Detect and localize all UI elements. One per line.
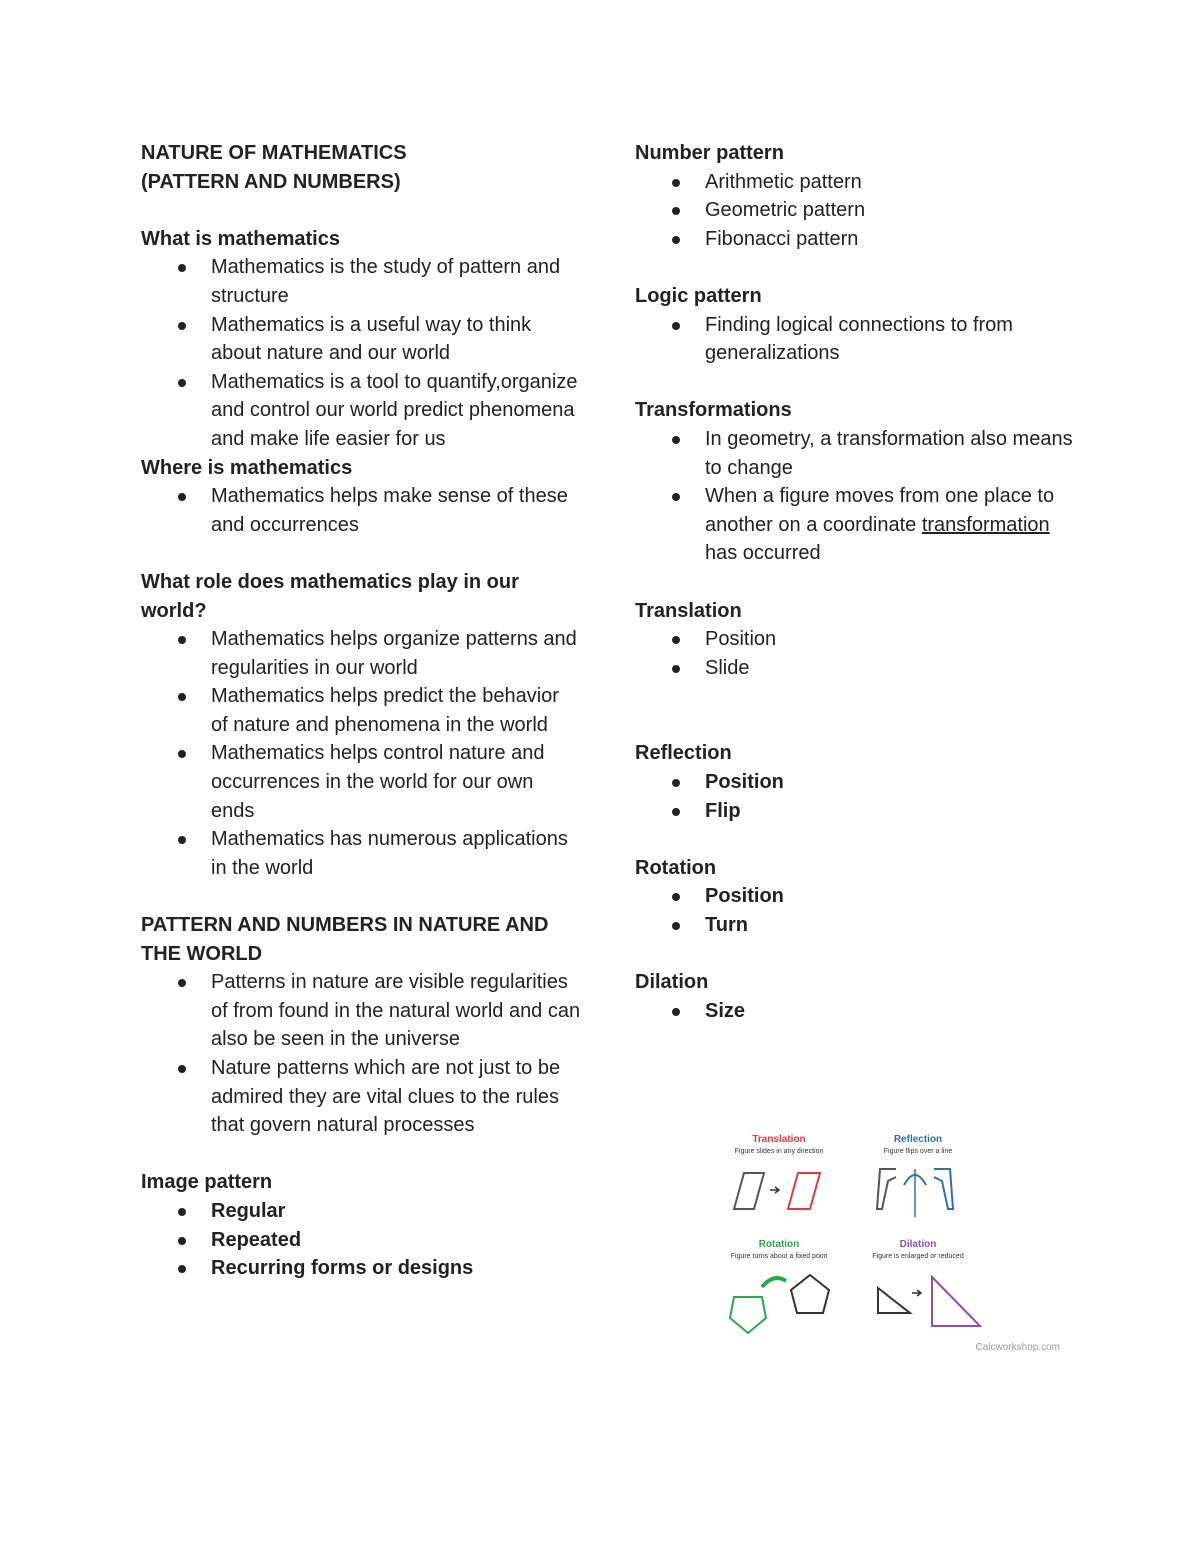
- list-item: Mathematics helps organize patterns and regularities in our world: [141, 625, 581, 682]
- figure-translation-title: Translation: [752, 1134, 806, 1145]
- list-item: Fibonacci pattern: [635, 225, 1075, 254]
- rotation-arrow-icon: [762, 1278, 786, 1287]
- list-item: Mathematics helps predict the behavior of nature and phenomena in the world: [141, 682, 581, 739]
- what-is-list: [141, 253, 581, 453]
- translation-original-shape: [734, 1173, 764, 1209]
- list-item: In geometry, a transformation also means to change: [635, 425, 1075, 482]
- list-item: Nature patterns which are not just to be admired they are vital clues to the rules that govern natural processes: [141, 1054, 581, 1140]
- transformation-text-post: has occurred: [705, 542, 821, 565]
- image-pattern-heading: Image pattern: [141, 1171, 273, 1194]
- list-item: Mathematics is the study of pattern and structure: [141, 253, 581, 310]
- list-item: Finding logical connections to from generalizations: [635, 311, 1075, 368]
- list-item: Mathematics is a tool to quantify,organize and control our world predict phenomena and make life easier for us: [141, 368, 581, 454]
- translation-list: [635, 625, 1075, 682]
- rotation-heading: Rotation: [635, 856, 717, 879]
- figure-credit: Calcworkshop.com: [975, 1342, 1060, 1353]
- rotation-image-shape: [730, 1297, 766, 1333]
- list-item: Position: [635, 625, 1075, 654]
- dilation-image-shape: [932, 1277, 980, 1326]
- dilation-list: [635, 997, 1075, 1026]
- figure-rotation-caption: Figure turns about a fixed point: [730, 1253, 828, 1260]
- transformations-figure: [712, 1125, 1072, 1360]
- translation-arrow-icon: [770, 1187, 779, 1193]
- doc-title-line1: NATURE OF MATHEMATICS: [141, 142, 407, 164]
- reflection-image-shape: [934, 1169, 953, 1209]
- translation-heading: Translation: [635, 599, 742, 622]
- list-item: Slide: [635, 654, 1075, 683]
- reflection-list: [635, 768, 1075, 825]
- number-pattern-heading: Number pattern: [635, 142, 784, 164]
- figure-reflection-title: Reflection: [893, 1134, 943, 1145]
- list-item: Regular: [141, 1197, 581, 1226]
- logic-pattern-list: [635, 311, 1075, 368]
- list-item: Position: [635, 882, 1075, 911]
- role-heading: What role does mathematics play in our world?: [141, 570, 519, 622]
- list-item: Position: [635, 768, 1075, 797]
- list-item: Geometric pattern: [635, 196, 1075, 225]
- reflection-original-shape: [877, 1169, 896, 1209]
- list-item: Mathematics has numerous applications in the world: [141, 825, 581, 882]
- figure-dilation-caption: Figure is enlarged or reduced: [872, 1253, 964, 1260]
- list-item: [635, 482, 1075, 568]
- rotation-original-shape: [791, 1275, 829, 1313]
- reflection-heading: Reflection: [635, 742, 732, 765]
- dilation-heading: Dilation: [635, 971, 709, 994]
- list-item: Mathematics helps control nature and occurrences in the world for our own ends: [141, 739, 581, 825]
- logic-pattern-heading: Logic pattern: [635, 284, 762, 307]
- transformation-underlined: transformation: [921, 513, 1050, 536]
- nature-list: [141, 968, 581, 1140]
- translation-image-shape: [788, 1173, 820, 1209]
- figure-dilation-title: Dilation: [899, 1239, 937, 1250]
- role-list: [141, 625, 581, 882]
- left-column: [141, 139, 581, 1283]
- nature-heading: PATTERN AND NUMBERS IN NATURE AND THE WORLD: [141, 914, 549, 965]
- what-is-heading: What is mathematics: [141, 227, 340, 250]
- list-item: Size: [635, 997, 1075, 1026]
- where-is-heading: Where is mathematics: [141, 456, 353, 479]
- rotation-list: [635, 882, 1075, 939]
- transformations-list: [635, 425, 1075, 568]
- number-pattern-list: [635, 168, 1075, 254]
- list-item: Recurring forms or designs: [141, 1254, 581, 1283]
- dilation-original-shape: [878, 1288, 910, 1313]
- list-item: Mathematics is a useful way to think about nature and our world: [141, 311, 581, 368]
- right-column: [635, 139, 1075, 1025]
- list-item: Mathematics helps make sense of these and occurrences: [141, 482, 581, 539]
- figure-rotation-title: Rotation: [758, 1239, 800, 1250]
- list-item: Arithmetic pattern: [635, 168, 1075, 197]
- list-item: Flip: [635, 797, 1075, 826]
- figure-translation-caption: Figure slides in any direction: [734, 1148, 824, 1155]
- transformation-text-pre: When a figure moves from one place to another on a coordinate: [705, 485, 1055, 536]
- image-pattern-list: [141, 1197, 581, 1283]
- transformations-heading: Transformations: [635, 399, 792, 422]
- doc-title-line2: (PATTERN AND NUMBERS): [141, 170, 401, 193]
- dilation-arrow-icon: [912, 1290, 921, 1296]
- where-is-list: [141, 482, 581, 539]
- figure-reflection-caption: Figure flips over a line: [883, 1148, 953, 1155]
- list-item: Repeated: [141, 1226, 581, 1255]
- list-item: Patterns in nature are visible regularities of from found in the natural world and can also be seen in the universe: [141, 968, 581, 1054]
- list-item: Turn: [635, 911, 1075, 940]
